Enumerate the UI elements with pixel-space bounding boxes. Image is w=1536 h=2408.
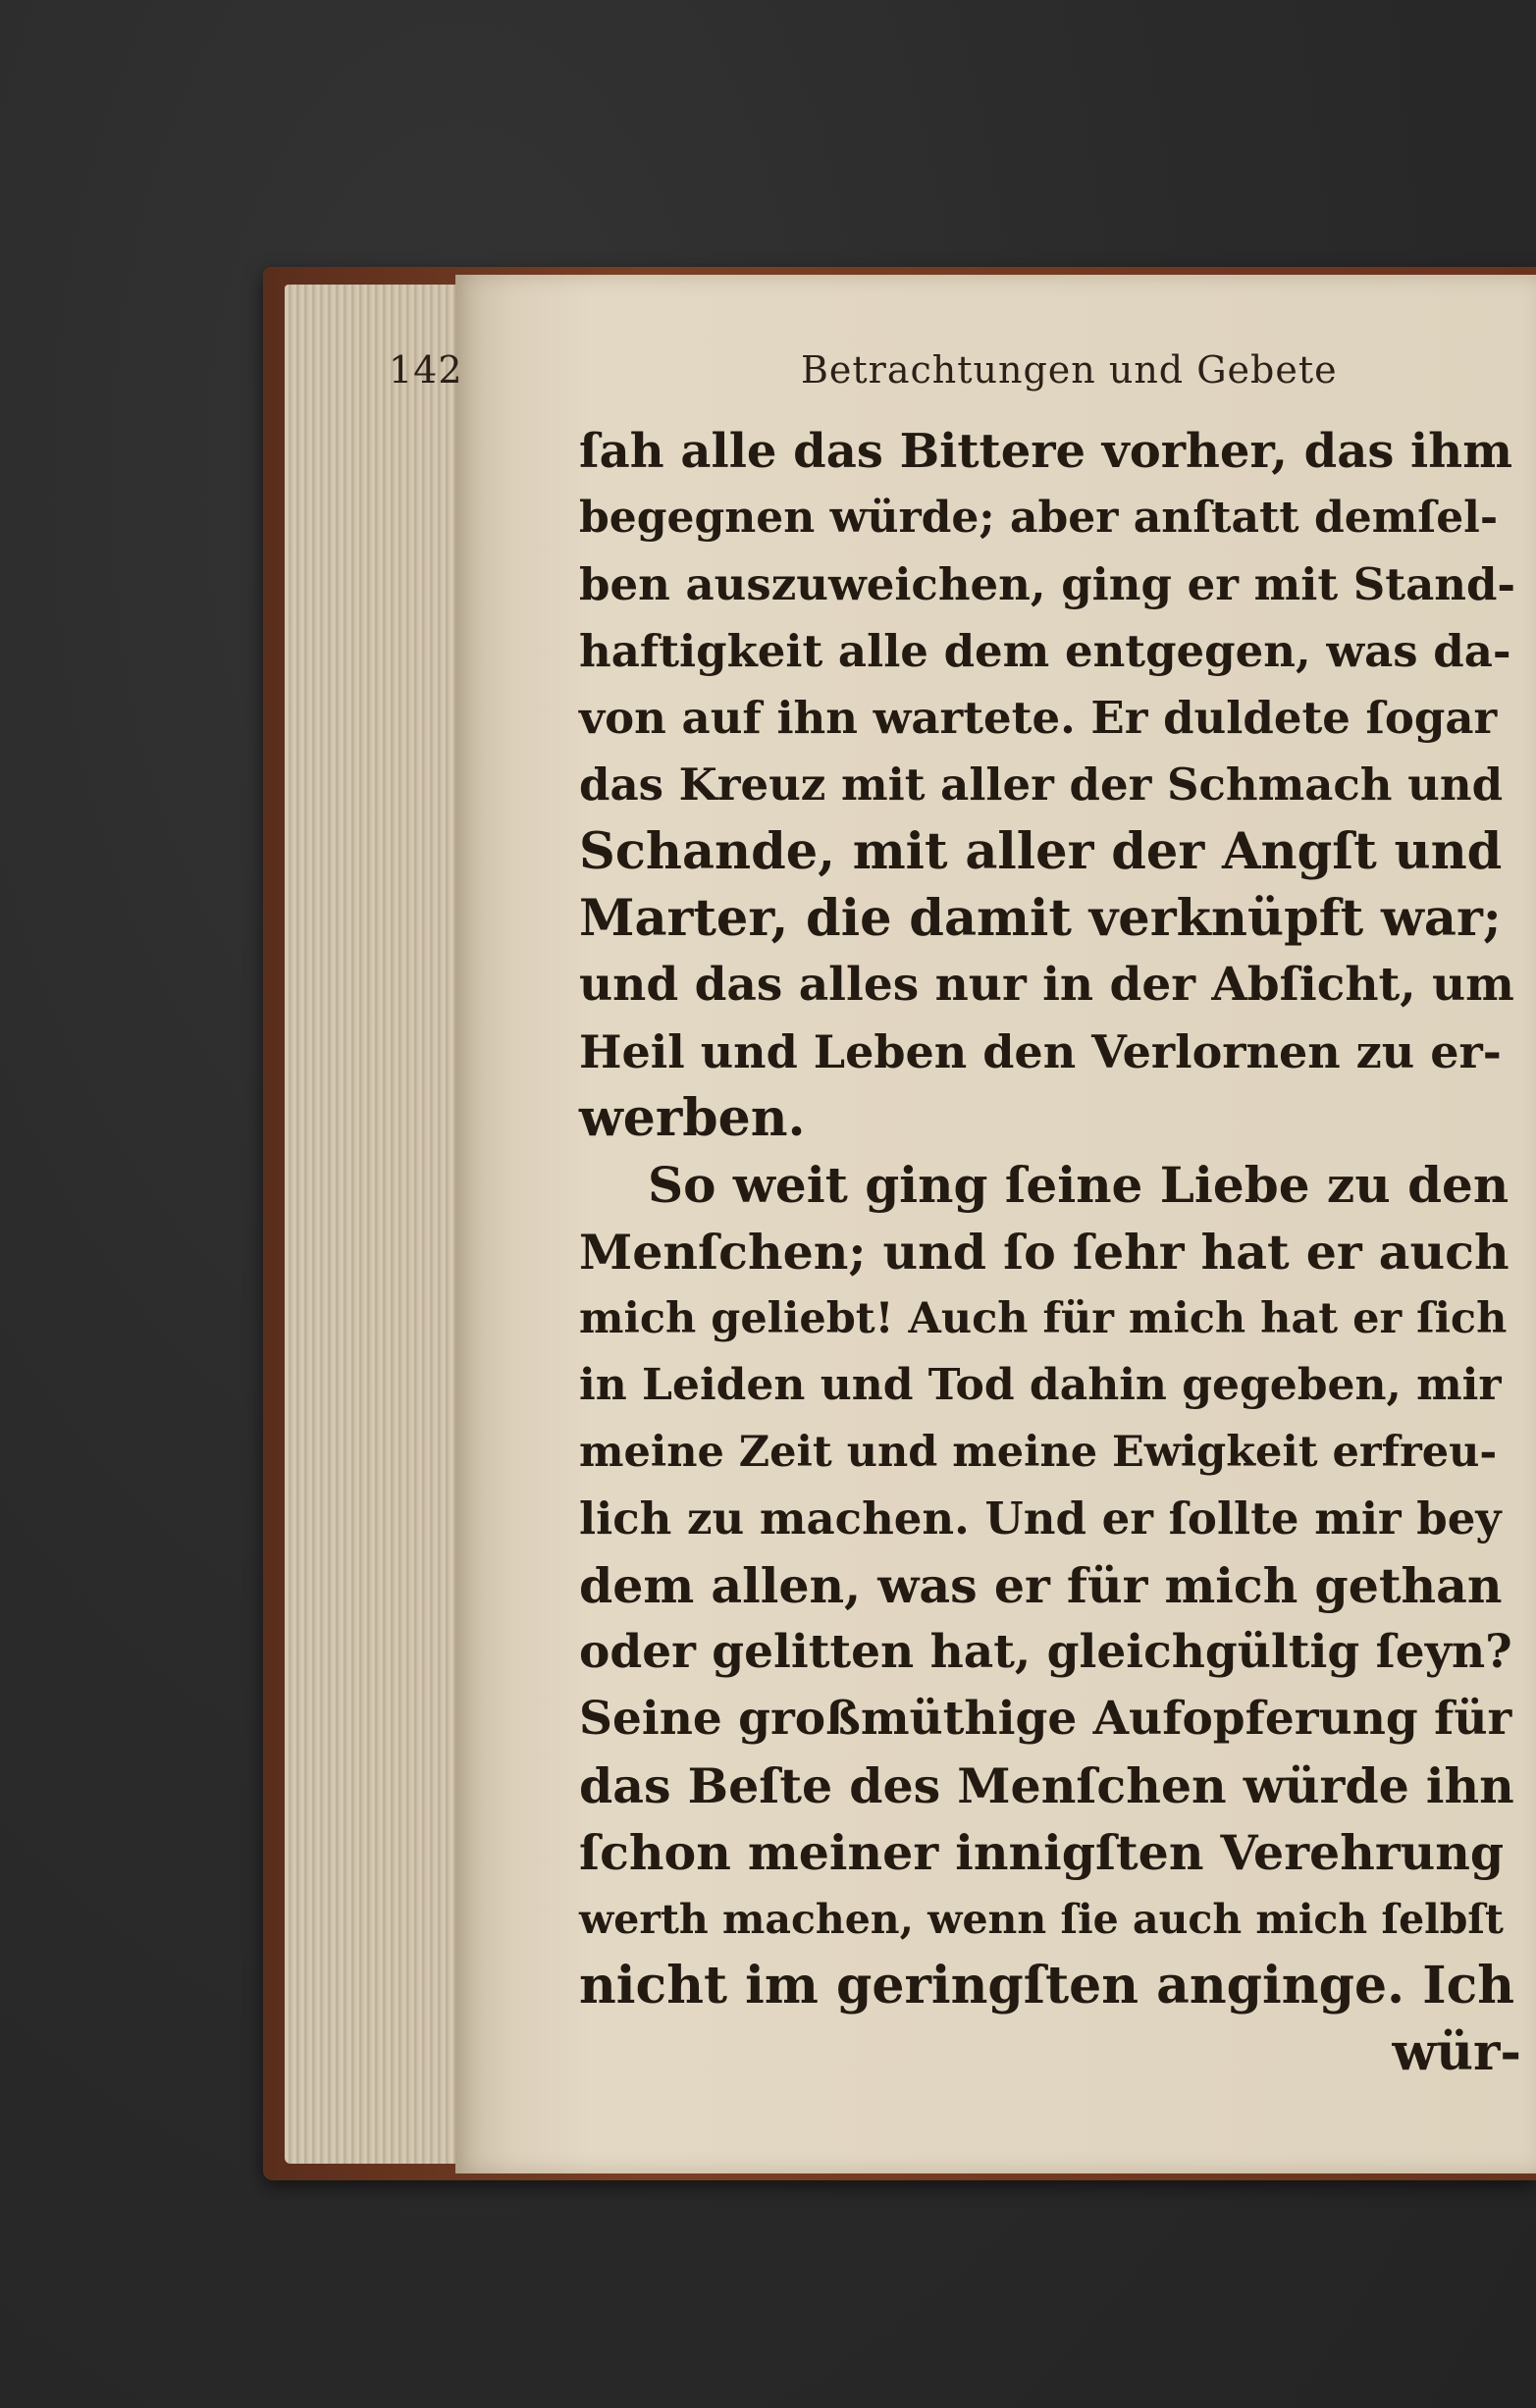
text-line: So weit ging ſeine Liebe zu den bbox=[648, 1156, 1510, 1214]
page-header bbox=[389, 348, 1429, 407]
text-line: meine Zeit und meine Ewigkeit erfreu- bbox=[579, 1428, 1498, 1477]
text-line: Menſchen; und ſo ſehr hat er auch bbox=[579, 1224, 1510, 1281]
text-line: Seine großmüthige Aufopferung für bbox=[579, 1692, 1512, 1746]
text-line: das Beſte des Menſchen würde ihn bbox=[579, 1757, 1514, 1814]
text-line: nicht im geringſten anginge. Ich bbox=[579, 1956, 1515, 2015]
text-line: ſchon meiner innigſten Verehrung bbox=[579, 1824, 1505, 1881]
catchword: wür- bbox=[1392, 2022, 1521, 2082]
text-line: in Leiden und Tod dahin gegeben, mir bbox=[579, 1360, 1502, 1410]
text-line: dem allen, was er für mich gethan bbox=[579, 1557, 1503, 1614]
text-line: lich zu machen. Und er ſollte mir bey bbox=[579, 1492, 1502, 1544]
text-line: Marter, die damit verknüpft war; bbox=[579, 889, 1502, 948]
text-line: begegnen würde; aber anſtatt demſel- bbox=[579, 493, 1499, 543]
text-line: haftigkeit alle dem entgegen, was da- bbox=[579, 625, 1511, 677]
text-line: werben. bbox=[579, 1088, 806, 1148]
text-line: von auf ihn wartete. Er duldete ſogar bbox=[579, 692, 1498, 744]
page-number: 142 bbox=[389, 348, 463, 392]
page-edges bbox=[285, 285, 481, 2164]
running-title: Betrachtungen und Gebete bbox=[801, 348, 1338, 392]
text-line: ben auszuweichen, ging er mit Stand- bbox=[579, 558, 1516, 610]
text-line: werth machen, wenn ſie auch mich ſelbſt bbox=[579, 1896, 1504, 1943]
text-line: ſah alle das Bittere vorher, das ihm bbox=[579, 424, 1512, 479]
text-line: Heil und Leben den Verlornen zu er- bbox=[579, 1025, 1502, 1078]
text-line: mich geliebt! Auch für mich hat er ſich bbox=[579, 1294, 1508, 1343]
text-line: das Kreuz mit aller der Schmach und bbox=[579, 759, 1504, 811]
text-line: oder gelitten hat, gleichgültig ſeyn? bbox=[579, 1625, 1512, 1679]
text-line: Schande, mit aller der Angſt und bbox=[579, 822, 1503, 881]
text-line: und das alles nur in der Abſicht, um bbox=[579, 958, 1514, 1012]
